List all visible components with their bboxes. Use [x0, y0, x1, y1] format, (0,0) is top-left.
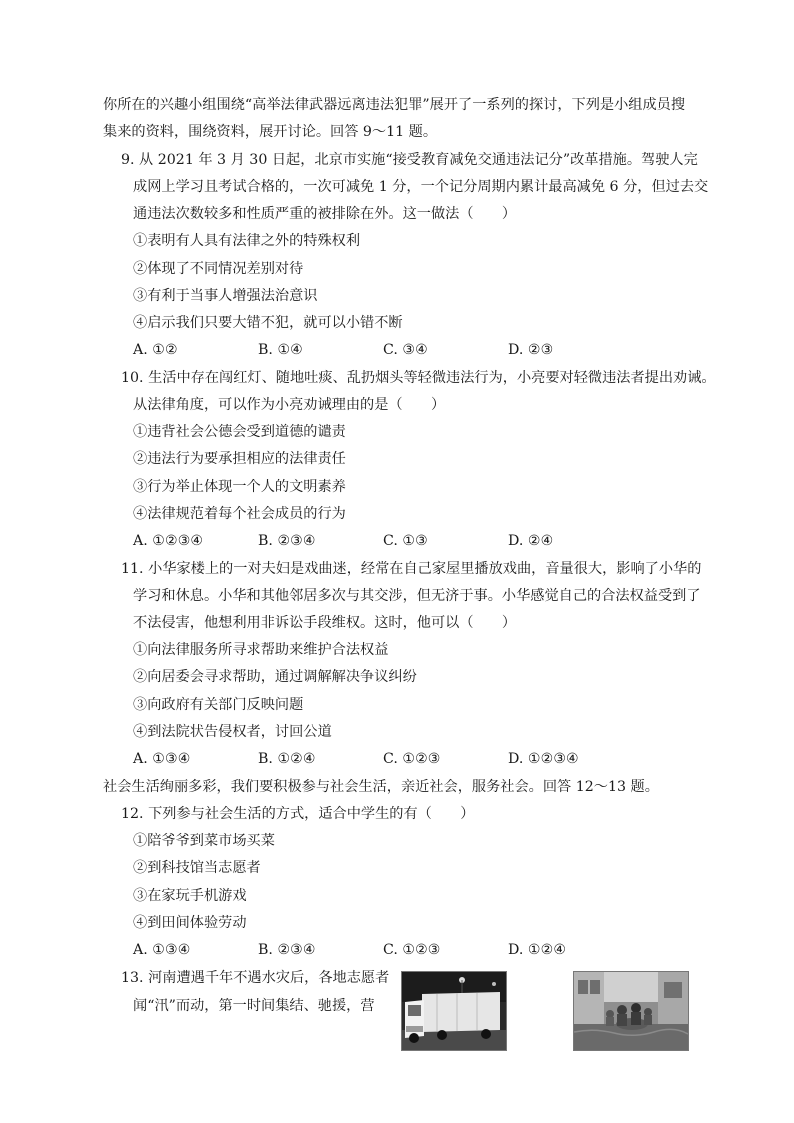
- question-9-item-4: ④启示我们只要大错不犯，就可以小错不断: [133, 315, 403, 331]
- question-11-choice-d[interactable]: D. ①②③④: [508, 751, 579, 767]
- question-12-item-4: ④到田间体验劳动: [133, 915, 247, 931]
- question-11-choice-a[interactable]: A. ①③④: [133, 751, 191, 767]
- question-10-choice-c[interactable]: C. ①③: [383, 533, 428, 549]
- question-10-choice-a[interactable]: A. ①②③④: [133, 533, 204, 549]
- question-9-line-1: 9. 从 2021 年 3 月 30 日起，北京市实施“接受教育减免交通违法记分”改革措施。驾驶人完: [121, 152, 698, 168]
- question-12-item-1: ①陪爷爷到菜市场买菜: [133, 833, 275, 849]
- question-11-choice-c[interactable]: C. ①②③: [383, 751, 441, 767]
- question-10-item-2: ②违法行为要承担相应的法律责任: [133, 451, 346, 467]
- question-9-item-3: ③有利于当事人增强法治意识: [133, 288, 318, 304]
- question-13-line-2: 闻“汛”而动，第一时间集结、驰援，营: [133, 998, 375, 1014]
- question-10-item-4: ④法律规范着每个社会成员的行为: [133, 506, 346, 522]
- question-9-item-2: ②体现了不同情况差别对待: [133, 261, 304, 277]
- question-10-line-1: 10. 生活中存在闯红灯、随地吐痰、乱扔烟头等轻微违法行为，小亮要对轻微违法者提出劝诫。: [121, 370, 716, 386]
- question-9-choice-d[interactable]: D. ②③: [508, 342, 554, 358]
- flood-volunteers-photo: [573, 971, 689, 1051]
- question-11-item-2: ②向居委会寻求帮助，通过调解解决争议纠纷: [133, 669, 417, 685]
- question-11-choice-b[interactable]: B. ①②④: [258, 751, 316, 767]
- question-12-line-1: 12. 下列参与社会生活的方式，适合中学生的有（ ）: [121, 806, 475, 822]
- question-10-item-1: ①违背社会公德会受到道德的谴责: [133, 424, 346, 440]
- question-11-line-1: 11. 小华家楼上的一对夫妇是戏曲迷，经常在自己家屋里播放戏曲，音量很大，影响了小华的: [121, 561, 702, 577]
- question-9-line-2: 成网上学习且考试合格的，一次可减免 1 分，一个记分周期内累计最高减免 6 分，但过去交: [133, 179, 709, 195]
- question-9-choice-c[interactable]: C. ③④: [383, 342, 428, 358]
- intro-12-13-line-1: 社会生活绚丽多彩，我们要积极参与社会生活，亲近社会，服务社会。回答 12～13 题。: [103, 779, 659, 795]
- question-12-choice-d[interactable]: D. ①②④: [508, 942, 567, 958]
- question-13-line-1: 13. 河南遭遇千年不遇水灾后，各地志愿者: [121, 970, 390, 986]
- question-9-item-1: ①表明有人具有法律之外的特殊权利: [133, 233, 361, 249]
- question-11-line-3: 不法侵害，他想利用非诉讼手段维权。这时，他可以（ ）: [133, 615, 517, 631]
- question-11-item-3: ③向政府有关部门反映问题: [133, 697, 304, 713]
- intro-9-11-line-1: 你所在的兴趣小组围绕“高举法律武器远离违法犯罪”展开了一系列的探讨，下列是小组成员搜: [103, 97, 686, 113]
- question-9-line-3: 通违法次数较多和性质严重的被排除在外。这一做法（ ）: [133, 206, 517, 222]
- question-11-item-1: ①向法律服务所寻求帮助来维护合法权益: [133, 642, 389, 658]
- question-9-choice-b[interactable]: B. ①④: [258, 342, 303, 358]
- intro-9-11-line-2: 集来的资料，围绕资料，展开讨论。回答 9～11 题。: [103, 124, 438, 140]
- question-12-item-3: ③在家玩手机游戏: [133, 888, 247, 904]
- question-10-line-2: 从法律角度，可以作为小亮劝诫理由的是（ ）: [133, 397, 446, 413]
- question-10-choice-b[interactable]: B. ②③④: [258, 533, 316, 549]
- question-10-item-3: ③行为举止体现一个人的文明素养: [133, 479, 346, 495]
- relief-truck-photo: [401, 971, 507, 1051]
- question-9-choice-a[interactable]: A. ①②: [133, 342, 178, 358]
- question-12-choice-b[interactable]: B. ②③④: [258, 942, 316, 958]
- question-12-item-2: ②到科技馆当志愿者: [133, 860, 261, 876]
- question-11-line-2: 学习和休息。小华和其他邻居多次与其交涉，但无济于事。小华感觉自己的合法权益受到了: [133, 588, 701, 604]
- question-10-choice-d[interactable]: D. ②④: [508, 533, 554, 549]
- question-12-choice-a[interactable]: A. ①③④: [133, 942, 191, 958]
- question-11-item-4: ④到法院状告侵权者，讨回公道: [133, 724, 332, 740]
- question-12-choice-c[interactable]: C. ①②③: [383, 942, 441, 958]
